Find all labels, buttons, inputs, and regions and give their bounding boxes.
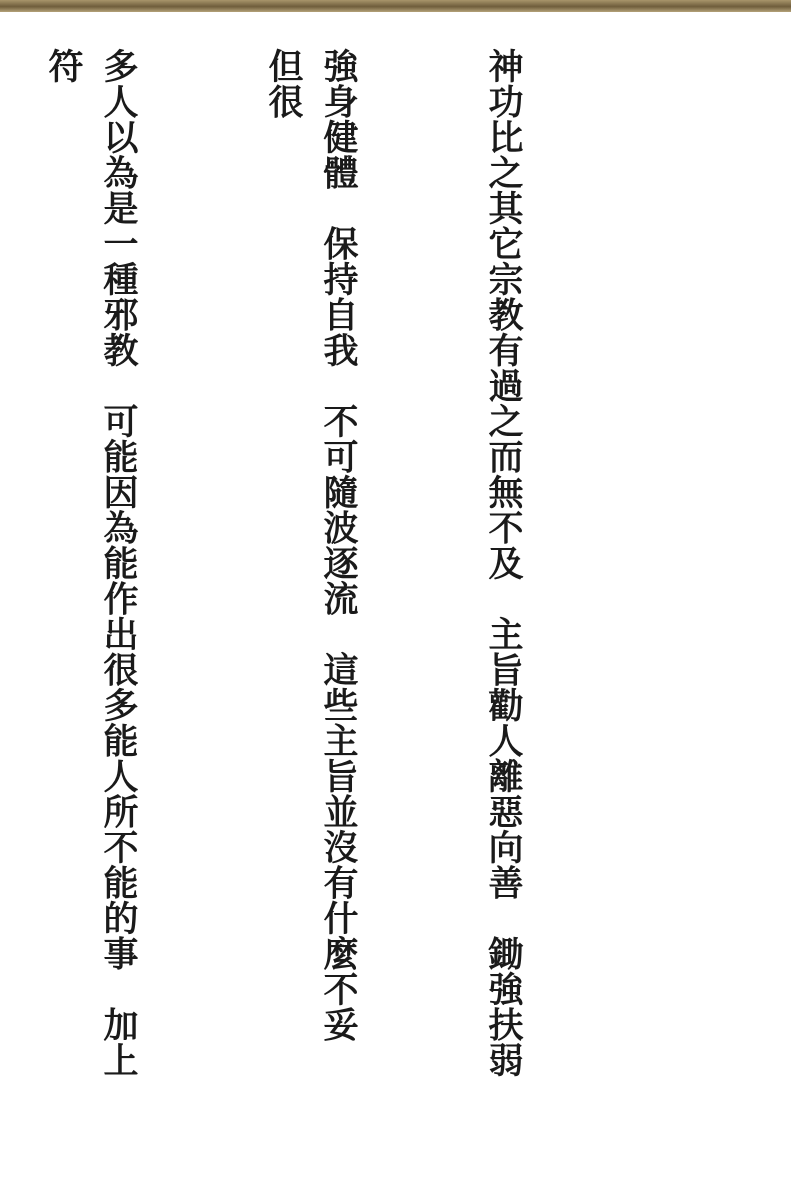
- vertical-text-block: [0, 48, 641, 1108]
- text-column-3: 多人以為是一種邪教 可能因為能作出很多能人所不能的事 加上符: [43, 48, 139, 1078]
- top-border-bar: [0, 0, 791, 12]
- text-column-1: 神功比之其它宗教有過之而無不及 主旨勸人離惡向善 鋤強扶弱: [483, 48, 524, 1078]
- document-page: [0, 12, 791, 1189]
- text-column-2: 強身健體 保持自我 不可隨波逐流 這些主旨並沒有什麼不妥 但很: [263, 48, 359, 1078]
